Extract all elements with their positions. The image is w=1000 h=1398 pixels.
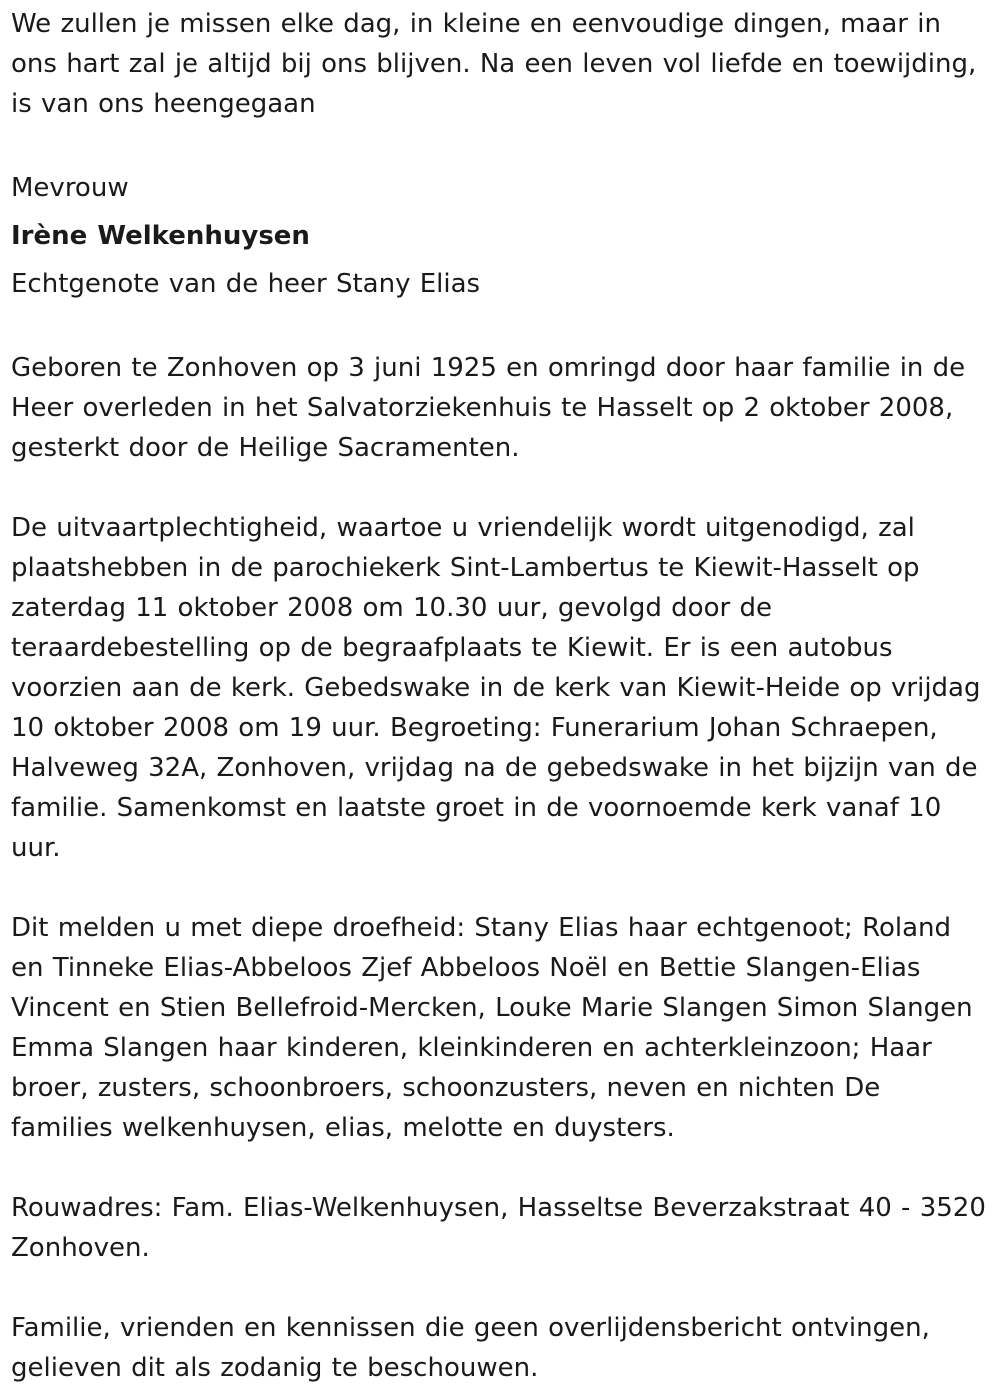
spacer	[11, 1268, 991, 1308]
spacer	[11, 1148, 991, 1188]
deceased-name: Irène Welkenhuysen	[11, 221, 310, 251]
address-paragraph: Rouwadres: Fam. Elias-Welkenhuysen, Hasseltse Beverzakstraat 40 - 3520 Zonhoven.	[11, 1193, 986, 1263]
spacer	[11, 468, 991, 508]
birth-death-paragraph: Geboren te Zonhoven op 3 juni 1925 en omringd door haar familie in de Heer overleden in het Salvatorziekenhuis te Hasselt op 2 oktober 2008, gesterkt door de Heilige Sacramenten.	[11, 353, 966, 463]
funeral-paragraph: De uitvaartplechtigheid, waartoe u vriendelijk wordt uitgenodigd, zal plaatshebben in de parochiekerk Sint-Lambertus te Kiewit-Hasselt op zaterdag 11 oktober 2008 om 10.30 uur, gevolgd door de teraardebestelling op de begraafplaats te Kiewit. Er is een autobus voorzien aan de kerk. Gebedswake in de kerk van Kiewit-Heide op vrijdag 10 oktober 2008 om 19 uur. Begroeting: Funerarium Johan Schraepen, Halveweg 32A, Zonhoven, vrijdag na de gebedswake in het bijzijn van de familie. Samenkomst en laatste groet in de voornoemde kerk vanaf 10 uur.	[11, 513, 981, 863]
intro-paragraph: We zullen je missen elke dag, in kleine en eenvoudige dingen, maar in ons hart zal je altijd bij ons blijven. Na een leven vol liefde en toewijding, is van ons heengegaan	[11, 9, 977, 119]
obituary-text	[11, 4, 991, 1388]
spacer	[11, 868, 991, 908]
spacer	[11, 308, 991, 348]
closing-paragraph: Familie, vrienden en kennissen die geen overlijdensbericht ontvingen, gelieven dit als zodanig te beschouwen.	[11, 1313, 930, 1383]
family-paragraph: Dit melden u met diepe droefheid: Stany Elias haar echtgenoot; Roland en Tinneke Elias-Abbeloos Zjef Abbeloos Noël en Bettie Slangen-Elias Vincent en Stien Bellefroid-Mercken, Louke Marie Slangen Simon Slangen Emma Slangen haar kinderen, kleinkinderen en achterkleinzoon; Haar broer, zusters, schoonbroers, schoonzusters, neven en nichten De families welkenhuysen, elias, melotte en duysters.	[11, 913, 973, 1143]
spouse-line: Echtgenote van de heer Stany Elias	[11, 269, 481, 299]
honorific: Mevrouw	[11, 173, 129, 203]
spacer	[11, 124, 991, 164]
